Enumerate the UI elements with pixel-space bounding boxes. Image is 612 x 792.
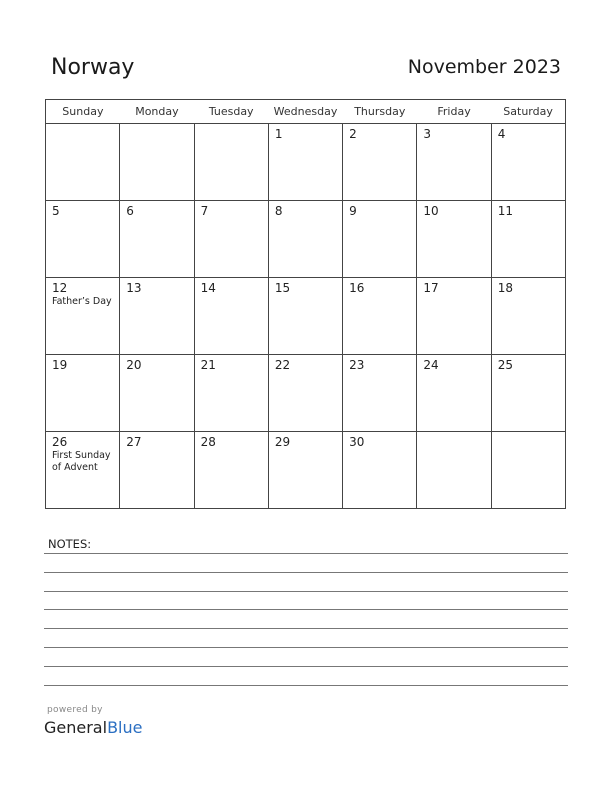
weekday-sunday: Sunday xyxy=(46,100,120,124)
notes-line xyxy=(44,610,568,629)
week-row xyxy=(46,124,566,201)
generalblue-logo xyxy=(44,718,142,737)
holiday-label: Father’s Day xyxy=(52,296,112,307)
day-number: 21 xyxy=(200,358,216,372)
day-cell xyxy=(491,355,565,432)
day-number xyxy=(492,432,565,435)
day-cell xyxy=(194,355,268,432)
day-number: 16 xyxy=(349,281,365,295)
day-number: 9 xyxy=(349,204,357,218)
day-number: 12 xyxy=(52,281,68,295)
day-cell xyxy=(491,201,565,278)
day-cell xyxy=(343,432,417,509)
day-cell xyxy=(46,278,120,355)
calendar-grid xyxy=(45,99,566,509)
day-number: 4 xyxy=(497,127,506,141)
day-number xyxy=(195,124,268,127)
notes-label: NOTES: xyxy=(48,537,92,551)
weekday-header-row xyxy=(46,100,566,124)
day-cell xyxy=(194,124,268,201)
week-row xyxy=(46,355,566,432)
day-number: 22 xyxy=(274,358,291,372)
day-number: 8 xyxy=(274,204,283,218)
month-title: November 2023 xyxy=(407,56,561,78)
day-number xyxy=(46,124,119,127)
day-cell xyxy=(46,432,120,509)
day-number: 2 xyxy=(349,127,357,141)
day-cell xyxy=(46,355,120,432)
weekday-wednesday: Wednesday xyxy=(268,100,342,124)
day-number xyxy=(120,124,193,127)
day-number: 28 xyxy=(200,435,216,449)
day-cell xyxy=(491,432,565,509)
day-cell xyxy=(120,432,194,509)
day-number: 1 xyxy=(274,127,283,141)
day-number xyxy=(417,432,490,435)
day-cell xyxy=(46,124,120,201)
day-number: 13 xyxy=(126,281,142,295)
day-cell xyxy=(194,278,268,355)
day-cell xyxy=(417,201,491,278)
notes-line xyxy=(44,648,568,667)
day-cell xyxy=(268,201,342,278)
day-number: 6 xyxy=(126,204,134,218)
day-number: 23 xyxy=(349,358,365,372)
day-cell xyxy=(120,201,194,278)
week-row xyxy=(46,201,566,278)
day-number: 19 xyxy=(52,358,68,372)
week-row xyxy=(46,432,566,509)
day-cell xyxy=(417,124,491,201)
day-number: 25 xyxy=(497,358,513,372)
day-number: 7 xyxy=(200,204,209,218)
day-cell xyxy=(268,278,342,355)
day-cell xyxy=(46,201,120,278)
day-number: 15 xyxy=(274,281,291,295)
country-title: Norway xyxy=(51,55,135,80)
day-cell xyxy=(120,278,194,355)
day-cell xyxy=(120,124,194,201)
weekday-saturday: Saturday xyxy=(491,100,565,124)
day-number: 27 xyxy=(126,435,142,449)
day-number: 11 xyxy=(497,204,513,218)
day-number: 5 xyxy=(52,204,60,218)
day-cell xyxy=(120,355,194,432)
weekday-monday: Monday xyxy=(120,100,194,124)
day-number: 24 xyxy=(423,358,439,372)
day-cell xyxy=(268,355,342,432)
notes-line xyxy=(44,667,568,686)
logo-text-general: General xyxy=(44,718,108,737)
day-cell xyxy=(194,432,268,509)
day-number: 3 xyxy=(423,127,432,141)
day-number: 20 xyxy=(126,358,142,372)
day-number: 29 xyxy=(274,435,291,449)
week-row xyxy=(46,278,566,355)
day-cell xyxy=(417,278,491,355)
day-cell xyxy=(194,201,268,278)
day-number: 10 xyxy=(423,204,439,218)
powered-by-text: powered by xyxy=(47,705,103,715)
day-cell xyxy=(268,432,342,509)
notes-line xyxy=(44,573,568,592)
weekday-friday: Friday xyxy=(417,100,491,124)
day-number: 26 xyxy=(52,435,68,449)
day-cell xyxy=(417,432,491,509)
day-cell xyxy=(343,278,417,355)
day-number: 17 xyxy=(423,281,439,295)
day-cell xyxy=(491,278,565,355)
notes-line xyxy=(44,629,568,648)
notes-line xyxy=(44,592,568,611)
day-cell xyxy=(343,201,417,278)
day-cell xyxy=(417,355,491,432)
day-cell xyxy=(343,355,417,432)
day-cell xyxy=(268,124,342,201)
weekday-tuesday: Tuesday xyxy=(194,100,268,124)
logo-text-blue: Blue xyxy=(107,718,143,737)
day-cell xyxy=(491,124,565,201)
day-number: 30 xyxy=(349,435,365,449)
notes-line xyxy=(44,554,568,573)
day-number: 14 xyxy=(200,281,216,295)
weekday-thursday: Thursday xyxy=(343,100,417,124)
day-cell xyxy=(343,124,417,201)
notes-lines xyxy=(44,553,568,686)
holiday-label: First Sunday of Advent xyxy=(52,450,111,473)
day-number: 18 xyxy=(497,281,513,295)
